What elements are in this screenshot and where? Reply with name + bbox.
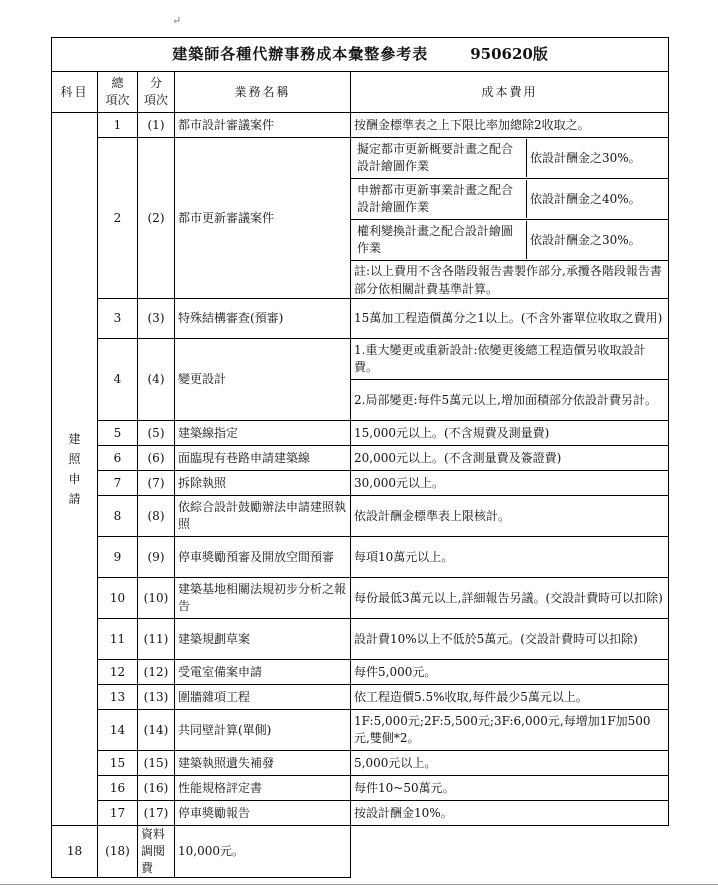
service-name: 特殊結構審查(預審) (175, 299, 351, 339)
item-no: 11 (98, 619, 138, 660)
table-row (52, 339, 669, 380)
version-label: 950620版 (470, 45, 548, 63)
cost-cell: 15萬加工程造價萬分之1以上。(不含外審單位收取之費用) (351, 299, 669, 339)
table-row (52, 619, 669, 660)
sub-item-label: 申辦都市更新事業計畫之配合設計繪圖作業 (354, 180, 527, 218)
table-row (52, 826, 669, 878)
service-name: 資料調閱費 (138, 826, 175, 878)
cost-cell: 2.局部變更:每件5萬元以上,增加面積部分依設計費另計。 (351, 380, 669, 421)
sub-no: (10) (138, 578, 175, 619)
page-bottom-divider (0, 884, 718, 885)
item-no: 7 (98, 471, 138, 496)
cost-cell: 20,000元以上。(不含測量費及簽證費) (351, 446, 669, 471)
title-text: 建築師各種代辦事務成本彙整參考表 (172, 45, 429, 63)
service-name: 建築規劃草案 (175, 619, 351, 660)
sub-no: (3) (138, 299, 175, 339)
sub-no: (18) (98, 826, 138, 878)
sub-item (351, 138, 669, 179)
cost-cell: 每件10~50萬元。 (351, 776, 669, 801)
table-row (52, 471, 669, 496)
header-subject: 科目 (52, 72, 98, 113)
item-no: 16 (98, 776, 138, 801)
subject-char: 申 (68, 472, 81, 486)
sub-no: (6) (138, 446, 175, 471)
table-row (52, 446, 669, 471)
service-name: 受電室備案申請 (175, 660, 351, 685)
subject-char: 照 (68, 452, 81, 466)
sub-item (351, 179, 669, 220)
table-row (52, 299, 669, 339)
table-row (52, 685, 669, 710)
cost-cell: 按酬金標準表之上下限比率加總除2收取之。 (351, 113, 669, 138)
header-service-name: 業務名稱 (175, 72, 351, 113)
sub-no: (1) (138, 113, 175, 138)
cost-cell: 依設計酬金標準表上限核計。 (351, 496, 669, 537)
subject-char: 建 (68, 432, 81, 446)
subject-cell (52, 113, 98, 826)
header-row (52, 72, 669, 113)
cost-table (51, 37, 669, 878)
table-row (52, 421, 669, 446)
page-title (52, 38, 669, 72)
header-total-no-line1: 總 (111, 76, 124, 90)
sub-item-label: 權利變換計畫之配合設計繪圖作業 (354, 221, 527, 259)
service-name: 建築執照遺失補發 (175, 751, 351, 776)
item-no: 4 (98, 339, 138, 421)
table-row (52, 138, 669, 179)
item-no: 12 (98, 660, 138, 685)
item-no: 17 (98, 801, 138, 826)
cost-cell: 按設計酬金10%。 (351, 801, 669, 826)
cost-cell: 每項10萬元以上。 (351, 537, 669, 578)
service-name: 性能規格評定書 (175, 776, 351, 801)
item-no: 9 (98, 537, 138, 578)
sub-no: (8) (138, 496, 175, 537)
cost-cell: 設計費10%以上不低於5萬元。(交設計費時可以扣除) (351, 619, 669, 660)
item-no: 1 (98, 113, 138, 138)
sub-item (351, 220, 669, 261)
note-cell: 註:以上費用不含各階段報告書製作部分,承攬各階段報告書部分依相關計費基準計算。 (351, 261, 669, 299)
cost-cell: 1.重大變更或重新設計:依變更後總工程造價另收取設計費。 (351, 339, 669, 380)
table-row (52, 113, 669, 138)
sub-no: (5) (138, 421, 175, 446)
sub-no: (2) (138, 138, 175, 299)
table-row (52, 801, 669, 826)
item-no: 13 (98, 685, 138, 710)
item-no: 15 (98, 751, 138, 776)
cost-cell: 15,000元以上。(不含規費及測量費) (351, 421, 669, 446)
header-sub-no-line1: 分 (149, 76, 162, 90)
sub-no: (17) (138, 801, 175, 826)
sub-no: (9) (138, 537, 175, 578)
paragraph-mark: ↵ (172, 14, 182, 27)
item-no: 10 (98, 578, 138, 619)
item-no: 3 (98, 299, 138, 339)
sub-no: (16) (138, 776, 175, 801)
service-name: 依綜合設計鼓勵辦法申請建照執照 (175, 496, 351, 537)
service-name: 共同壁計算(單側) (175, 710, 351, 751)
table-row (52, 496, 669, 537)
service-name: 停車獎勵報告 (175, 801, 351, 826)
service-name: 面臨現有巷路申請建築線 (175, 446, 351, 471)
sub-no: (4) (138, 339, 175, 421)
sub-item-cost: 依設計酬金之30%。 (530, 150, 641, 165)
cost-cell: 依工程造價5.5%收取,每件最少5萬元以上。 (351, 685, 669, 710)
cost-cell: 10,000元。 (175, 826, 351, 878)
item-no: 14 (98, 710, 138, 751)
item-no: 18 (52, 826, 98, 878)
cost-cell: 30,000元以上。 (351, 471, 669, 496)
sub-no: (12) (138, 660, 175, 685)
table-row (52, 578, 669, 619)
cost-cell: 1F:5,000元;2F:5,500元;3F:6,000元,每增加1F加500元,雙側*2。 (351, 710, 669, 751)
table-row (52, 710, 669, 751)
sub-item-cost: 依設計酬金之40%。 (530, 191, 641, 206)
table-row (52, 751, 669, 776)
subject-char: 請 (68, 492, 81, 506)
sub-no: (15) (138, 751, 175, 776)
service-name: 變更設計 (175, 339, 351, 421)
item-no: 2 (98, 138, 138, 299)
service-name: 建築基地相關法規初步分析之報告 (175, 578, 351, 619)
service-name: 建築線指定 (175, 421, 351, 446)
header-total-no-line2: 項次 (105, 93, 130, 107)
sub-item-label: 擬定都市更新概要計畫之配合設計繪圖作業 (354, 139, 527, 177)
sub-no: (14) (138, 710, 175, 751)
cost-cell: 每份最低3萬元以上,詳細報告另議。(交設計費時可以扣除) (351, 578, 669, 619)
service-name: 停車獎勵預審及開放空間預審 (175, 537, 351, 578)
sub-no: (7) (138, 471, 175, 496)
service-name: 拆除執照 (175, 471, 351, 496)
header-sub-no-line2: 項次 (143, 93, 168, 107)
item-no: 5 (98, 421, 138, 446)
service-name: 圍牆雜項工程 (175, 685, 351, 710)
sub-no: (11) (138, 619, 175, 660)
header-total-no (98, 72, 138, 113)
table-row (52, 537, 669, 578)
header-sub-no (138, 72, 175, 113)
service-name: 都市更新審議案件 (175, 138, 351, 299)
table-row (52, 660, 669, 685)
sub-no: (13) (138, 685, 175, 710)
cost-cell: 5,000元以上。 (351, 751, 669, 776)
cost-cell: 每件5,000元。 (351, 660, 669, 685)
header-cost: 成本費用 (351, 72, 669, 113)
cost-reference-sheet (51, 37, 668, 878)
item-no: 8 (98, 496, 138, 537)
sub-item-cost: 依設計酬金之30%。 (530, 232, 641, 247)
table-row (52, 776, 669, 801)
service-name: 都市設計審議案件 (175, 113, 351, 138)
item-no: 6 (98, 446, 138, 471)
